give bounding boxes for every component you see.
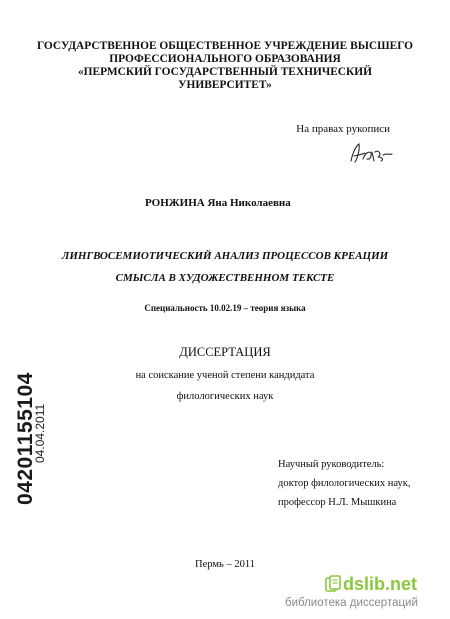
- manuscript-rights-note: На правах рукописи: [296, 123, 390, 135]
- degree-line-2: филологических наук: [176, 391, 274, 402]
- supervisor-block: [278, 455, 411, 512]
- stamp-date: 04.04.2011: [33, 403, 47, 463]
- author-name: РОНЖИНА Яна Николаевна: [145, 197, 291, 209]
- watermark-tagline: библиотека диссертаций: [285, 597, 418, 609]
- degree-line-1: на соискание ученой степени кандидата: [135, 370, 315, 381]
- dissertation-title: [0, 245, 450, 289]
- city-year: Пермь – 2011: [195, 559, 255, 570]
- supervisor-line-1: Научный руководитель:: [278, 459, 385, 470]
- institution-line-4: УНИВЕРСИТЕТ»: [178, 79, 272, 91]
- watermark-domain[interactable]: dslib.net: [343, 574, 418, 594]
- dslib-logo-icon: [324, 575, 342, 593]
- signature-icon: [345, 141, 395, 167]
- supervisor-line-2: доктор филологических наук,: [278, 478, 411, 489]
- institution-line-3: «ПЕРМСКИЙ ГОСУДАРСТВЕННЫЙ ТЕХНИЧЕСКИЙ: [77, 66, 373, 78]
- title-line-2: СМЫСЛА В ХУДОЖЕСТВЕННОМ ТЕКСТЕ: [115, 272, 335, 284]
- supervisor-line-3: профессор Н.Л. Мышкина: [278, 497, 397, 508]
- institution-header: [0, 40, 450, 92]
- specialty: Специальность 10.02.19 – теория языка: [144, 303, 306, 313]
- stamp-number: 04201155104: [14, 372, 37, 505]
- title-line-1: ЛИНГВОСЕМИОТИЧЕСКИЙ АНАЛИЗ ПРОЦЕССОВ КРЕАЦИИ: [61, 250, 389, 262]
- institution-line-1: ГОСУДАРСТВЕННОЕ ОБЩЕСТВЕННОЕ УЧРЕЖДЕНИЕ ВЫСШЕГО: [36, 40, 414, 52]
- institution-line-2: ПРОФЕССИОНАЛЬНОГО ОБРАЗОВАНИЯ: [109, 53, 341, 65]
- dissertation-heading: ДИССЕРТАЦИЯ: [179, 345, 271, 359]
- degree-description: [0, 365, 450, 407]
